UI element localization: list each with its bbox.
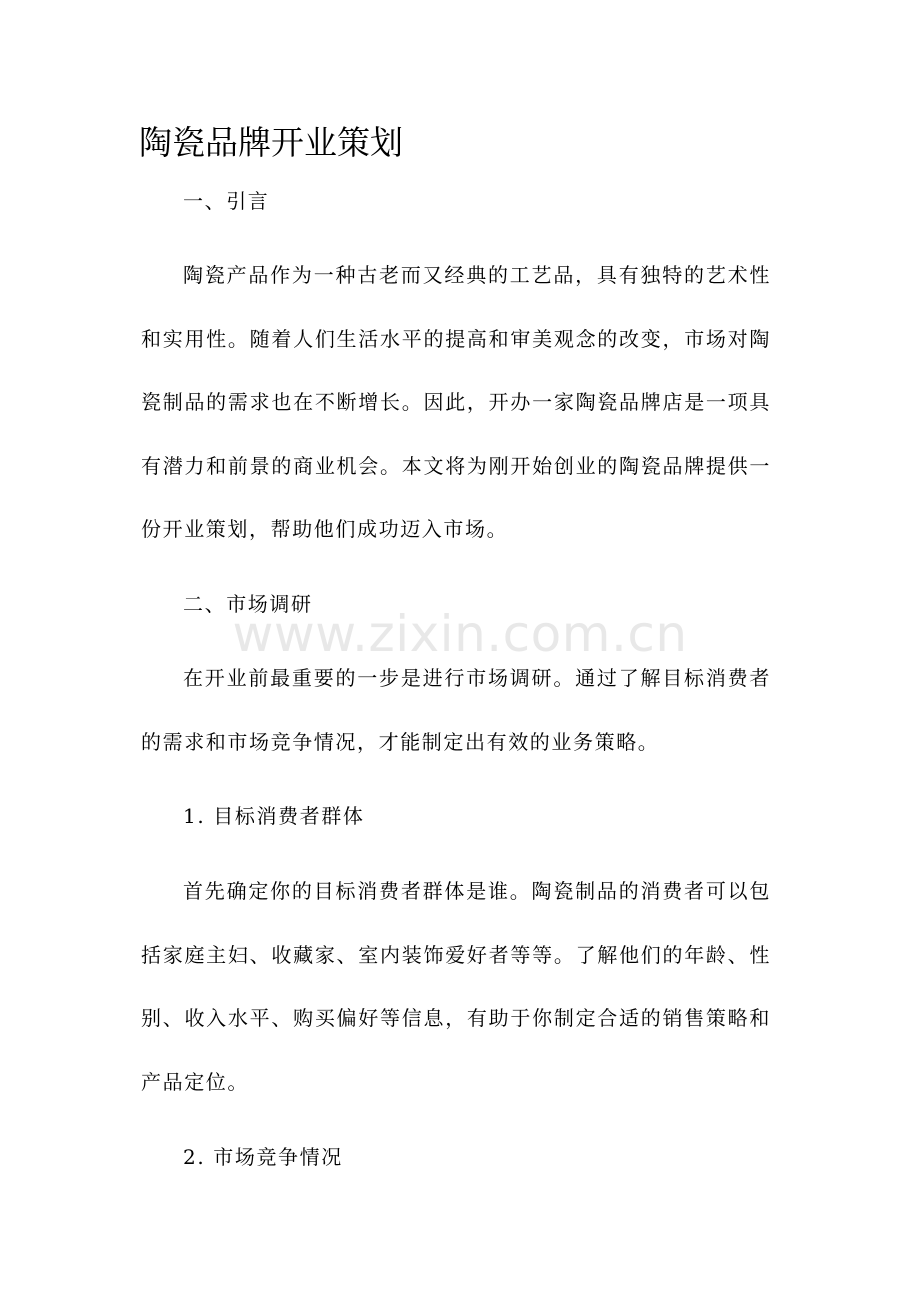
- intro-paragraph: 陶瓷产品作为一种古老而又经典的工艺品，具有独特的艺术性和实用性。随着人们生活水平的提高和审美观念的改变，市场对陶瓷制品的需求也在不断增长。因此，开办一家陶瓷品牌店是一项具有潜力和前景的商业机会。本文将为刚开始创业的陶瓷品牌提供一份开业策划，帮助他们成功迈入市场。: [141, 263, 771, 541]
- target-consumers-paragraph: 首先确定你的目标消费者群体是谁。陶瓷制品的消费者可以包括家庭主妇、收藏家、室内装饰爱好者等等。了解他们的年龄、性别、收入水平、购买偏好等信息，有助于你制定合适的销售策略和产品定位。: [141, 879, 771, 1094]
- market-research-paragraph: 在开业前最重要的一步是进行市场调研。通过了解目标消费者的需求和市场竞争情况，才能制定出有效的业务策略。: [141, 666, 771, 754]
- subsection-heading-target-consumers: 1. 目标消费者群体: [183, 804, 365, 828]
- section-heading-intro: 一、引言: [183, 189, 270, 213]
- subsection-heading-market-competition: 2. 市场竞争情况: [183, 1145, 343, 1169]
- page-title: 陶瓷品牌开业策划: [139, 123, 403, 162]
- watermark: www.zixin.com.cn: [232, 605, 688, 663]
- section-heading-market-research: 二、市场调研: [183, 592, 313, 616]
